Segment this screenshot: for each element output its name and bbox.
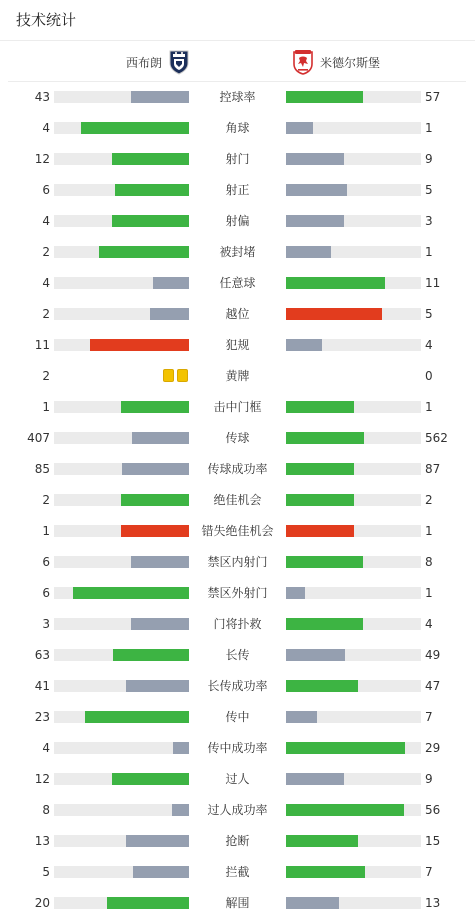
away-team[interactable] [292,48,380,76]
away-bar [286,308,382,320]
away-bar [286,463,354,475]
away-bar-track [286,835,421,847]
away-bar [286,91,363,103]
home-bar-track [54,525,189,537]
home-value: 1 [42,524,50,538]
home-bar-track [54,91,189,103]
home-bar [131,618,189,630]
home-bar-track [54,742,189,754]
home-bar [81,122,189,134]
home-bar [99,246,189,258]
away-value: 1 [425,400,433,414]
home-bar [122,463,189,475]
home-bar-track [54,773,189,785]
away-bar-track [286,773,421,785]
home-bar-track [54,494,189,506]
stat-row [0,670,475,701]
stat-label: 长传 [225,648,250,662]
stat-row [0,856,475,887]
stat-label: 传中 [225,710,250,724]
away-value: 9 [425,772,433,786]
home-value: 4 [42,121,50,135]
stat-row [0,887,475,918]
home-bar-track [54,339,189,351]
home-bar [172,804,189,816]
stat-row [0,639,475,670]
yellow-card-icon [177,369,188,382]
away-bar-track [286,525,421,537]
home-bar [85,711,189,723]
away-value: 7 [425,865,433,879]
away-value: 562 [425,431,448,445]
away-bar-track [286,277,421,289]
stat-label: 越位 [225,307,250,321]
home-bar [173,742,189,754]
home-value: 2 [42,307,50,321]
away-bar [286,556,363,568]
home-bar-track [54,649,189,661]
home-bar-track [54,401,189,413]
away-value: 57 [425,90,441,104]
away-value: 87 [425,462,441,476]
away-bar [286,122,313,134]
home-team[interactable] [126,48,190,76]
away-bar-track [286,339,421,351]
away-value: 49 [425,648,441,662]
stat-row [0,81,475,112]
home-value: 6 [42,555,50,569]
home-value: 13 [34,834,50,848]
yellow-card-icon [163,369,174,382]
home-value: 6 [42,183,50,197]
stat-row [0,608,475,639]
away-value: 9 [425,152,433,166]
away-bar-track [286,649,421,661]
home-bar [115,184,189,196]
home-bar-track [54,587,189,599]
stat-row [0,267,475,298]
away-value: 2 [425,493,433,507]
stat-label: 抢断 [225,834,250,848]
home-value: 2 [42,493,50,507]
home-value: 407 [27,431,50,445]
stat-row [0,453,475,484]
stat-label: 长传成功率 [207,679,268,693]
home-team-name: 西布朗 [125,55,162,70]
away-bar-track [286,711,421,723]
away-value: 5 [425,307,433,321]
away-value: 47 [425,679,441,693]
away-bar-track [286,866,421,878]
away-bar-track [286,432,421,444]
away-value: 29 [425,741,441,755]
home-bar [131,91,189,103]
stat-label: 过人 [225,772,250,786]
home-bar-track [54,184,189,196]
home-bar [153,277,189,289]
home-bar-track [54,804,189,816]
home-bar-track [54,680,189,692]
home-bar [113,649,189,661]
away-team-name: 米德尔斯堡 [320,55,381,70]
away-bar-track [286,184,421,196]
stat-row [0,174,475,205]
stat-row [0,112,475,143]
home-value: 2 [42,245,50,259]
stat-row [0,825,475,856]
home-bar [132,432,189,444]
away-bar [286,804,404,816]
stat-label: 禁区外射门 [207,586,268,600]
home-value: 2 [42,369,50,383]
stat-row [0,422,475,453]
away-bar [286,680,358,692]
away-bar [286,866,365,878]
away-bar-track [286,463,421,475]
home-value: 1 [42,400,50,414]
stats-list [0,81,475,918]
stat-row [0,236,475,267]
stat-label: 传中成功率 [207,741,268,755]
away-value: 1 [425,121,433,135]
away-bar [286,773,344,785]
home-bar-track [54,246,189,258]
page-title: 技术统计 [16,11,77,29]
home-value: 3 [42,617,50,631]
home-value: 6 [42,586,50,600]
stat-row [0,701,475,732]
stat-label: 黄牌 [225,369,250,383]
home-bar [121,494,189,506]
home-bar-track [54,835,189,847]
home-bar-track [54,277,189,289]
home-bar [150,308,189,320]
stat-row [0,515,475,546]
stat-row [0,763,475,794]
stat-label: 角球 [225,121,250,135]
away-bar-track [286,587,421,599]
stat-row [0,484,475,515]
home-value: 11 [34,338,50,352]
away-value: 7 [425,710,433,724]
stat-row [0,329,475,360]
home-bar-track [54,215,189,227]
away-bar [286,277,385,289]
home-value: 43 [34,90,50,104]
away-bar-track [286,401,421,413]
home-bar [107,897,189,909]
home-bar-track [54,122,189,134]
stat-row [0,391,475,422]
away-value: 1 [425,524,433,538]
away-value: 0 [425,369,433,383]
away-bar-track [286,742,421,754]
stat-label: 任意球 [219,276,256,290]
stat-row [0,298,475,329]
stat-label: 传球成功率 [207,462,268,476]
away-value: 5 [425,183,433,197]
away-bar-track [286,897,421,909]
stat-row [0,577,475,608]
away-bar [286,432,364,444]
away-value: 56 [425,803,441,817]
stat-label: 控球率 [219,90,256,104]
home-bar [112,215,189,227]
home-bar-track [54,866,189,878]
stat-label: 射偏 [225,214,250,228]
home-value: 12 [34,152,50,166]
home-bar-track [54,618,189,630]
stat-label: 门将扑救 [213,617,262,631]
stat-label: 射正 [225,183,250,197]
away-bar [286,246,331,258]
away-bar-track [286,122,421,134]
stat-label: 过人成功率 [207,803,268,817]
home-bar-track [54,153,189,165]
away-value: 3 [425,214,433,228]
away-bar [286,897,339,909]
stat-row [0,360,475,391]
west-brom-crest-icon [168,49,190,75]
away-bar [286,494,354,506]
home-value: 12 [34,772,50,786]
away-bar-track [286,618,421,630]
home-value: 41 [34,679,50,693]
stat-label: 绝佳机会 [213,493,262,507]
stat-row [0,794,475,825]
home-bar-track [54,308,189,320]
away-value: 15 [425,834,441,848]
away-bar [286,649,345,661]
away-bar-track [286,556,421,568]
home-bar [121,401,189,413]
home-value: 4 [42,741,50,755]
stat-label: 解围 [225,896,250,910]
away-bar [286,835,358,847]
home-bar-track [54,463,189,475]
stat-row [0,143,475,174]
home-value: 4 [42,214,50,228]
home-bar [133,866,189,878]
away-bar [286,339,322,351]
teams-header [8,42,466,82]
away-bar [286,711,317,723]
away-bar [286,153,344,165]
away-value: 1 [425,245,433,259]
stat-label: 错失绝佳机会 [201,524,274,538]
stat-label: 射门 [225,152,250,166]
away-bar [286,525,354,537]
stat-row [0,205,475,236]
away-bar [286,742,405,754]
home-bar [121,525,189,537]
away-bar [286,184,347,196]
away-value: 4 [425,617,433,631]
away-bar-track [286,308,421,320]
home-bar [112,773,189,785]
stat-label: 犯规 [225,338,250,352]
home-value: 20 [34,896,50,910]
away-bar [286,618,363,630]
home-yellow-cards [163,369,188,382]
home-bar [126,680,189,692]
away-value: 8 [425,555,433,569]
home-bar-track [54,897,189,909]
stat-row [0,732,475,763]
away-bar-track [286,246,421,258]
home-bar [126,835,189,847]
away-value: 1 [425,586,433,600]
home-bar-track [54,711,189,723]
middlesbrough-crest-icon [292,49,314,75]
title-divider [0,40,475,41]
home-value: 23 [34,710,50,724]
home-bar [73,587,189,599]
home-bar [90,339,189,351]
away-bar-track [286,804,421,816]
home-bar-track [54,432,189,444]
home-value: 63 [34,648,50,662]
away-value: 4 [425,338,433,352]
away-bar [286,401,354,413]
away-bar [286,587,305,599]
away-value: 13 [425,896,441,910]
stat-label: 击中门框 [213,400,262,414]
home-value: 5 [42,865,50,879]
away-bar-track [286,153,421,165]
stat-label: 禁区内射门 [207,555,268,569]
home-bar-track [54,556,189,568]
away-bar-track [286,215,421,227]
stat-label: 被封堵 [219,245,256,259]
stat-label: 传球 [225,431,250,445]
away-bar-track [286,680,421,692]
home-bar [112,153,189,165]
home-bar [131,556,189,568]
away-bar [286,215,344,227]
stat-row [0,546,475,577]
away-bar-track [286,91,421,103]
away-bar-track [286,494,421,506]
away-value: 11 [425,276,441,290]
home-value: 85 [34,462,50,476]
home-value: 8 [42,803,50,817]
home-value: 4 [42,276,50,290]
stat-label: 拦截 [225,865,250,879]
